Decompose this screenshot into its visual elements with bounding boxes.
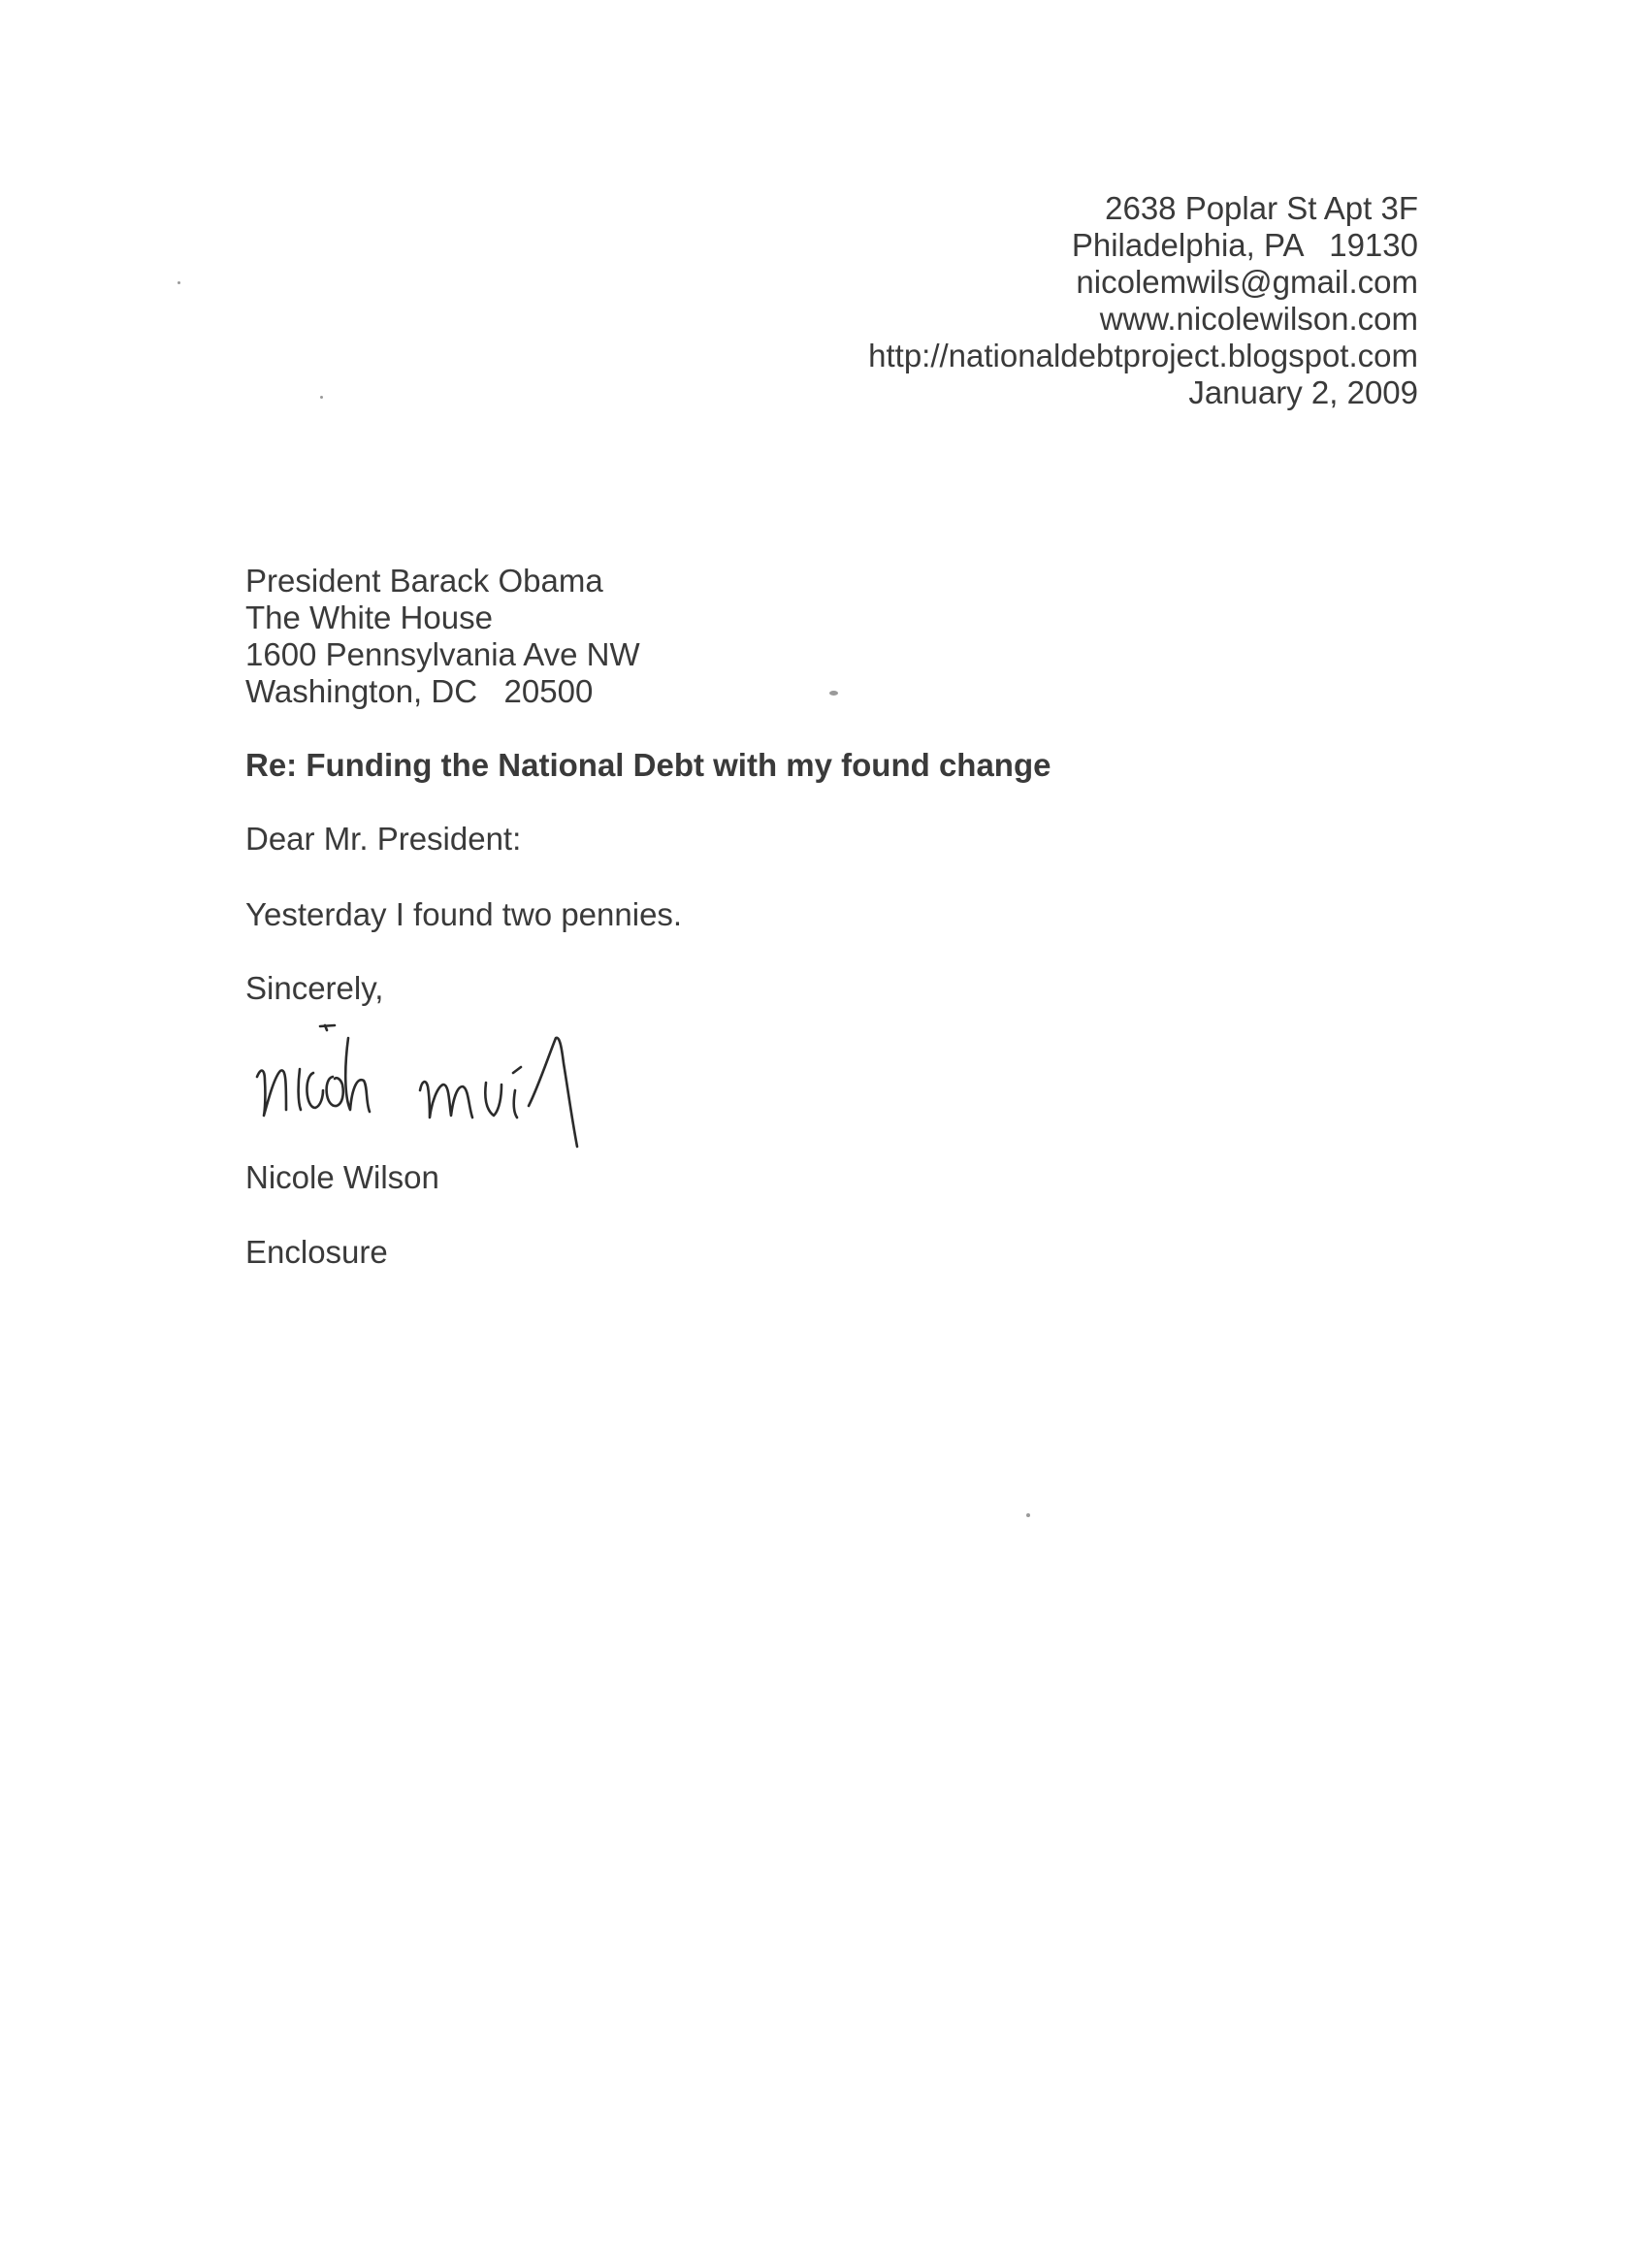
sender-blog: http://nationaldebtproject.blogspot.com (868, 338, 1418, 373)
sender-email: nicolemwils@gmail.com (1076, 264, 1418, 300)
recipient-street: 1600 Pennsylvania Ave NW (245, 636, 640, 672)
sender-street: 2638 Poplar St Apt 3F (1105, 190, 1418, 226)
recipient-name: President Barack Obama (245, 563, 603, 599)
recipient-address-block (245, 563, 640, 710)
salutation: Dear Mr. President: (245, 821, 522, 857)
enclosure-note: Enclosure (245, 1234, 388, 1270)
scan-speck (829, 691, 838, 696)
letter-date: January 2, 2009 (1188, 374, 1418, 410)
sender-city-state-zip: Philadelphia, PA 19130 (1071, 227, 1418, 263)
closing: Sincerely, (245, 970, 384, 1006)
handwritten-signature (247, 1009, 752, 1154)
scan-speck (1026, 1513, 1030, 1517)
scan-speck (178, 281, 180, 284)
letter-body: Yesterday I found two pennies. (245, 896, 683, 932)
scan-speck (320, 396, 323, 399)
recipient-city-state-zip: Washington, DC 20500 (245, 673, 594, 709)
sender-address-block (868, 190, 1418, 411)
signer-name: Nicole Wilson (245, 1159, 439, 1195)
recipient-organization: The White House (245, 599, 493, 635)
sender-website: www.nicolewilson.com (1099, 301, 1418, 337)
subject-line: Re: Funding the National Debt with my found change (245, 747, 1051, 783)
